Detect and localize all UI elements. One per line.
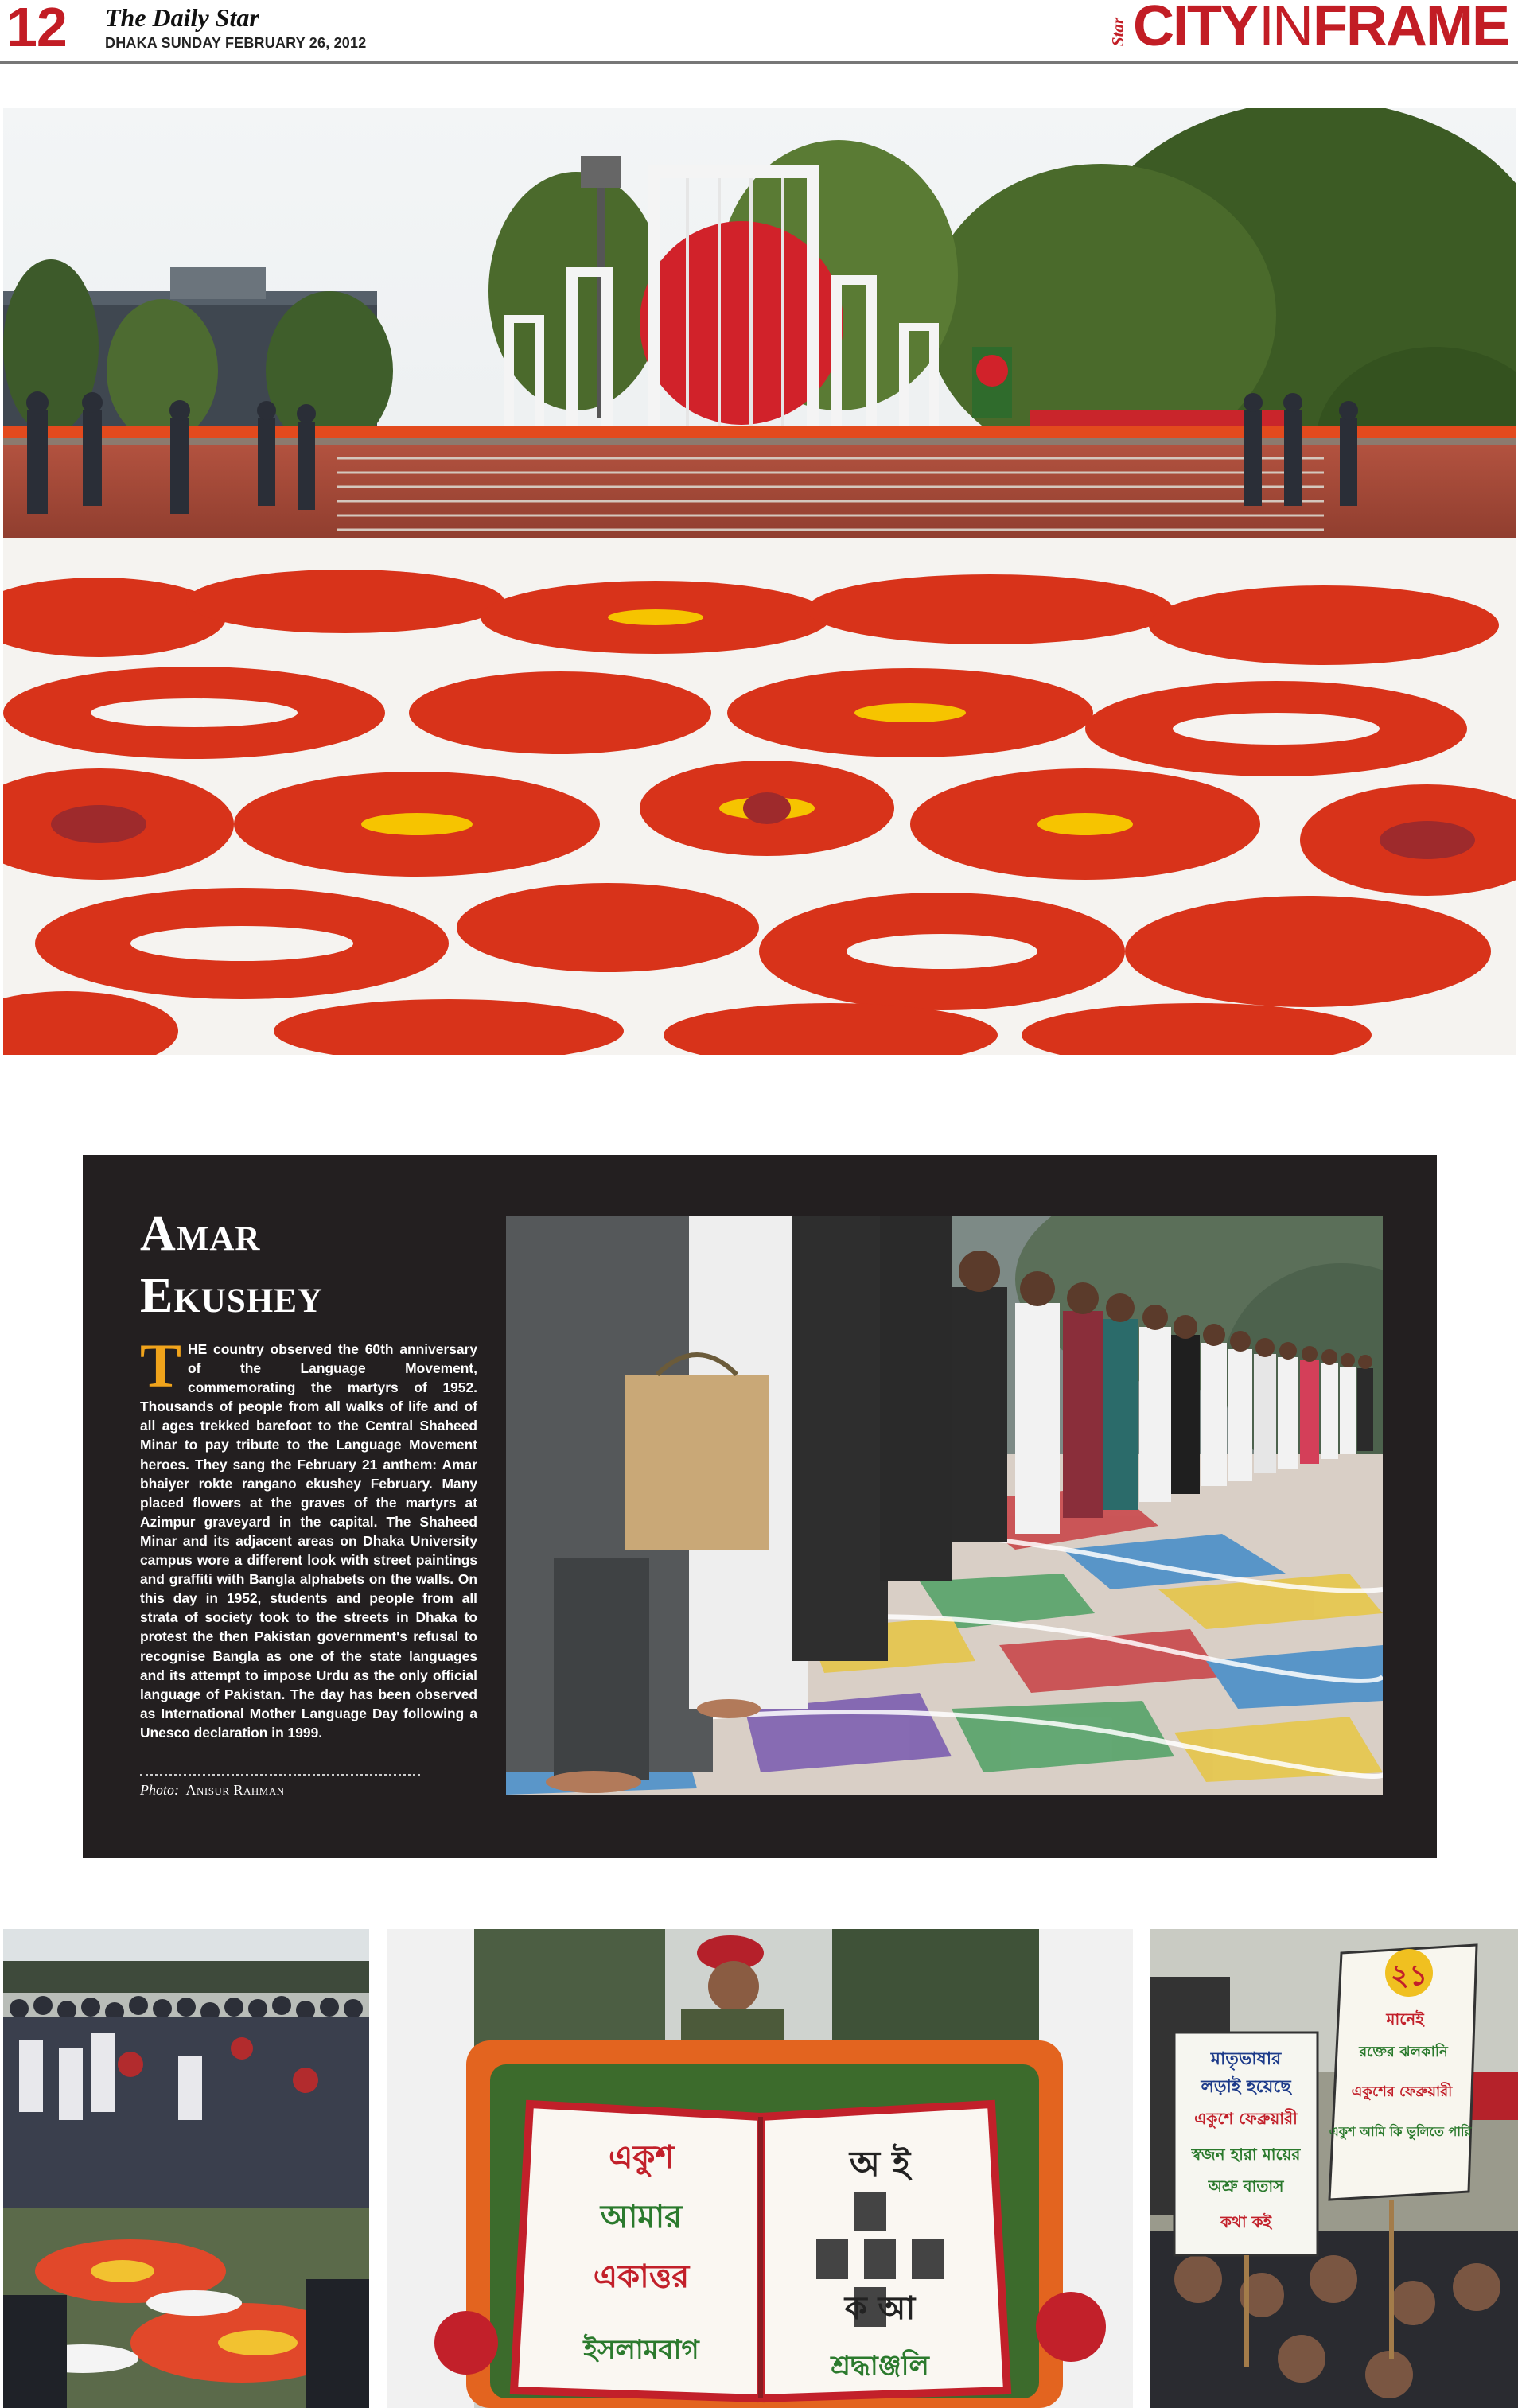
book-left-line1: একুশ	[608, 2139, 675, 2176]
procession-illustration	[506, 1216, 1383, 1795]
section-frame-word: FRAME	[1313, 0, 1508, 58]
placard2-number: ২১	[1390, 1959, 1428, 1992]
photo-credit-label: Photo:	[140, 1782, 179, 1798]
bottom-center-photo-floral-book	[387, 1929, 1133, 2408]
placard2-line1: মানেই	[1386, 2009, 1424, 2029]
floral-book-illustration	[387, 1929, 1133, 2408]
feature-title-line2: Ekushey	[140, 1269, 323, 1323]
floral-book	[514, 2104, 1007, 2398]
book-left-line3: একাত্তর	[593, 2258, 690, 2295]
top-photo-shaheed-minar	[3, 108, 1516, 1055]
placard1-line3: একুশে ফেব্রুয়ারী	[1194, 2109, 1298, 2128]
book-left-line2: আমার	[600, 2199, 683, 2235]
crowd-illustration	[3, 1929, 369, 2408]
feature-body-text: HE country observed the 60th anniversary of the Language Movement, commemorating the martyrs of 1952. Thousands of people from all walks of life and of all ages trekked barefoot to the Central Shaheed Minar to pay tribute to the Language Movement heroes. They sang the February 21 anthem: Amar bhaiyer rokte rangano ekushey February. Many placed flowers at the graves of the martyrs at Azimpur graveyard in the capital. The Shaheed Minar and its adjacent areas on Dhaka University campus wore a different look with street paintings and graffiti with Bangla alphabets on the walls. On this day in 1952, students and people from all strata of society took to the streets in Dhaka to protest the then Pakistan government's refusal to recognise Bangla as one of the state languages and its attempt to impose Urdu as the only official language of Pakistan. The day has been observed as International Mother Language Day following a Unesco declaration in 1999.	[140, 1341, 477, 1741]
book-right-line1: অ ই	[849, 2144, 911, 2184]
placard2-line3: একুশের ফেব্রুয়ারী	[1351, 2083, 1453, 2100]
section-city-word: CITY	[1133, 0, 1258, 58]
star-brand-mark: Star	[1107, 17, 1127, 47]
masthead-rule	[0, 61, 1518, 64]
placard1-line5: অশ্রু বাতাস	[1208, 2177, 1284, 2196]
shaheed-minar-illustration	[3, 108, 1516, 1055]
page-number: 12	[6, 0, 67, 58]
masthead	[0, 0, 1518, 65]
issue-dateline: DHAKA SUNDAY FEBRUARY 26, 2012	[105, 35, 367, 51]
section-in-word: IN	[1259, 0, 1312, 58]
placards-illustration	[1150, 1929, 1518, 2408]
paper-name: The Daily Star	[105, 3, 259, 32]
placard1-line1: মাতৃভাষার	[1210, 2049, 1282, 2069]
feature-photo-procession	[506, 1216, 1383, 1795]
placard1-line4: স্বজন হারা মায়ের	[1191, 2145, 1301, 2164]
book-right-line2: ক আ	[844, 2290, 916, 2327]
placard2-line2: রক্তের ঝলকানি	[1359, 2044, 1448, 2060]
feature-dropcap: T	[140, 1331, 182, 1400]
bottom-left-photo-crowd	[3, 1929, 369, 2408]
book-right-line3: শ্রদ্ধাঞ্জলি	[831, 2350, 929, 2382]
placard1-line2: লড়াই হয়েছে	[1201, 2077, 1291, 2097]
photo-credit	[140, 1779, 285, 1801]
bottom-right-photo-placards	[1150, 1929, 1518, 2408]
photo-credit-name: Anisur Rahman	[185, 1782, 285, 1798]
feature-box	[83, 1155, 1437, 1858]
feature-body	[140, 1331, 477, 1742]
book-left-line4: ইসলামবাগ	[583, 2334, 699, 2366]
placard2-line4: একুশ আমি কি ভুলিতে পারি	[1329, 2124, 1472, 2139]
placard1-line6: কথা কই	[1220, 2212, 1272, 2231]
section-logo	[1106, 0, 1508, 58]
feature-title-line1: Amar	[140, 1207, 261, 1261]
feature-title	[140, 1203, 474, 1327]
credit-dotted-rule	[140, 1774, 420, 1776]
